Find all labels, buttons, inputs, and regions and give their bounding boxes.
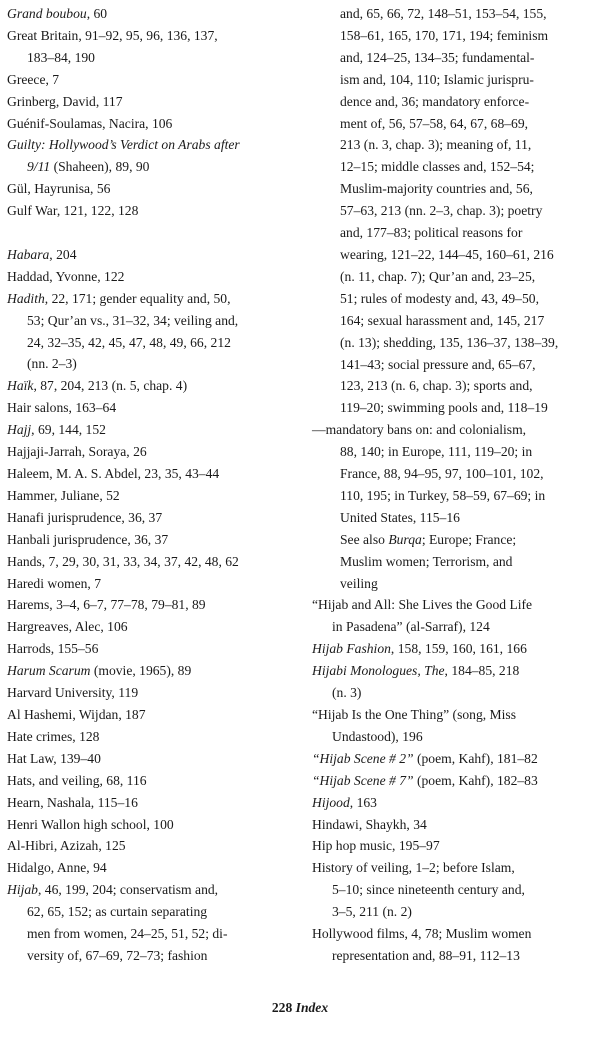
- index-entry: [7, 879, 290, 967]
- entry-text: (Shaheen), 89, 90: [50, 159, 150, 175]
- entry-text: Hats, and veiling, 68, 116: [7, 772, 147, 788]
- index-entry: [7, 682, 290, 704]
- entry-text: 51; rules of modesty and, 43, 49–50,: [340, 290, 539, 306]
- entry-text: (poem, Kahf), 181–82: [413, 750, 538, 766]
- entry-text: Haddad, Yvonne, 122: [7, 268, 125, 284]
- entry-text: Al Hashemi, Wijdan, 187: [7, 706, 146, 722]
- entry-text: Hajj: [7, 422, 32, 438]
- entry-text: Haïk: [7, 378, 34, 394]
- entry-text: Hanbali jurisprudence, 36, 37: [7, 531, 169, 547]
- entry-text: ism and, 104, 110; Islamic jurispru-: [340, 71, 534, 87]
- index-entry: [7, 419, 290, 441]
- index-entry: [7, 573, 290, 595]
- entry-text: ment of, 56, 57–58, 64, 67, 68–69,: [340, 115, 529, 131]
- entry-text: 53; Qur’an vs., 31–32, 34; veiling and,: [27, 312, 239, 328]
- index-column-left: [7, 3, 290, 967]
- entry-text: representation and, 88–91, 112–13: [332, 947, 520, 963]
- entry-text: 62, 65, 152; as curtain separating: [27, 904, 208, 920]
- index-entry: [7, 660, 290, 682]
- entry-text: , 184–85, 218: [444, 663, 520, 679]
- index-entry: [7, 3, 290, 25]
- index-entry: [312, 529, 600, 595]
- index-entry: [312, 792, 600, 814]
- index-column-right: [312, 3, 600, 967]
- page-footer: [0, 1000, 600, 1016]
- index-entry: [312, 419, 600, 529]
- entry-text: Hijood: [312, 794, 350, 810]
- index-entry: [7, 200, 290, 222]
- index-entry: [7, 551, 290, 573]
- entry-text: (n. 11, chap. 7); Qur’an and, 23–25,: [340, 268, 536, 284]
- entry-text: Gulf War, 121, 122, 128: [7, 203, 139, 219]
- entry-text: Gül, Hayrunisa, 56: [7, 181, 111, 197]
- index-entry: [7, 69, 290, 91]
- index-entry: [312, 704, 600, 748]
- entry-text: and, 65, 66, 72, 148–51, 153–54, 155,: [340, 6, 547, 21]
- entry-text: Hammer, Juliane, 52: [7, 487, 120, 503]
- entry-text: 110, 195; in Turkey, 58–59, 67–69; in: [340, 487, 546, 503]
- entry-text: in Pasadena” (al-Sarraf), 124: [332, 619, 490, 635]
- entry-text: ; Europe; France;: [421, 531, 517, 547]
- entry-text: History of veiling, 1–2; before Islam,: [312, 860, 515, 876]
- entry-text: men from women, 24–25, 51, 52; di-: [27, 926, 228, 942]
- entry-text: veiling: [340, 575, 378, 591]
- entry-text: Al-Hibri, Azizah, 125: [7, 838, 126, 854]
- entry-text: , 69, 144, 152: [31, 422, 106, 438]
- index-entry: [7, 134, 290, 178]
- index-entry: [7, 704, 290, 726]
- entry-text: “Hijab Scene # 7”: [312, 772, 414, 788]
- entry-text: Harum Scarum: [7, 663, 91, 679]
- index-entry: [7, 529, 290, 551]
- entry-continuation: [332, 616, 600, 638]
- entry-text: Harems, 3–4, 6–7, 77–78, 79–81, 89: [7, 597, 206, 613]
- entry-continuation: [340, 441, 600, 529]
- entry-text: Hajjaji-Jarrah, Soraya, 26: [7, 444, 147, 460]
- entry-continuation: [27, 310, 290, 376]
- index-entry: [7, 288, 290, 376]
- index-entry: [7, 792, 290, 814]
- entry-text: 12–15; middle classes and, 152–54;: [340, 159, 535, 175]
- entry-text: Hijabi Monologues, The: [312, 663, 445, 679]
- entry-text: Habara: [7, 246, 50, 262]
- index-entry: [7, 616, 290, 638]
- index-entry: [312, 660, 600, 704]
- index-entry: [7, 266, 290, 288]
- index-entry: [7, 485, 290, 507]
- entry-text: and, 177–83; political reasons for: [340, 225, 523, 241]
- index-entry: [7, 463, 290, 485]
- entry-continuation: [332, 726, 600, 748]
- index-entry: [7, 397, 290, 419]
- entry-text: wearing, 121–22, 144–45, 160–61, 216: [340, 246, 554, 262]
- entry-text: Burqa: [388, 531, 422, 547]
- entry-text: (n. 13); shedding, 135, 136–37, 138–39,: [340, 334, 559, 350]
- entry-text: Hate crimes, 128: [7, 728, 100, 744]
- entry-text: Great Britain, 91–92, 95, 96, 136, 137,: [7, 27, 218, 43]
- entry-text: 123, 213 (n. 6, chap. 3); sports and,: [340, 378, 533, 394]
- entry-text: Haredi women, 7: [7, 575, 101, 591]
- index-entry: [7, 748, 290, 770]
- index-entry: [7, 91, 290, 113]
- entry-text: See also: [340, 531, 389, 547]
- index-entry: [312, 835, 600, 857]
- entry-text: (movie, 1965), 89: [90, 663, 192, 679]
- entry-text: Hip hop music, 195–97: [312, 838, 440, 854]
- entry-continuation: [332, 945, 600, 967]
- entry-text: Henri Wallon high school, 100: [7, 816, 174, 832]
- entry-text: Hollywood films, 4, 78; Muslim women: [312, 926, 532, 942]
- entry-text: Hair salons, 163–64: [7, 400, 117, 416]
- entry-text: , 46, 199, 204; conservatism and,: [37, 882, 219, 898]
- index-entry: [7, 375, 290, 397]
- entry-text: 57–63, 213 (nn. 2–3, chap. 3); poetry: [340, 203, 543, 219]
- index-entry: [7, 814, 290, 836]
- entry-continuation: [332, 682, 600, 704]
- entry-text: Grinberg, David, 117: [7, 93, 123, 109]
- entry-text: 183–84, 190: [27, 49, 95, 65]
- index-entry: [312, 814, 600, 836]
- entry-text: Grand boubou: [7, 6, 87, 21]
- entry-text: 24, 32–35, 42, 45, 47, 48, 49, 66, 212: [27, 334, 231, 350]
- index-entry: [312, 638, 600, 660]
- entry-text: , 204: [49, 246, 77, 262]
- index-entry: [7, 441, 290, 463]
- entry-text: Hijab: [7, 882, 38, 898]
- index-entry: [7, 113, 290, 135]
- running-head-label: Index: [295, 1000, 329, 1015]
- entry-text: , 163: [349, 794, 377, 810]
- entry-text: , 22, 171; gender equality and, 50,: [44, 290, 231, 306]
- entry-text: versity of, 67–69, 72–73; fashion: [27, 947, 208, 963]
- entry-text: 5–10; since nineteenth century and,: [332, 882, 525, 898]
- entry-text: 88, 140; in Europe, 111, 119–20; in: [340, 444, 533, 460]
- entry-continuation: [332, 879, 600, 923]
- entry-text: 3–5, 211 (n. 2): [332, 904, 412, 920]
- entry-text: Hargreaves, Alec, 106: [7, 619, 128, 635]
- entry-text: Hijab Fashion: [312, 641, 391, 657]
- index-entry: [7, 507, 290, 529]
- entry-continuation: [27, 901, 290, 967]
- entry-text: , 60: [86, 6, 108, 21]
- index-entry: [7, 770, 290, 792]
- entry-text: 213 (n. 3, chap. 3); meaning of, 11,: [340, 137, 532, 153]
- index-entry: [312, 748, 600, 770]
- index-entry: [7, 835, 290, 857]
- index-entry: [312, 594, 600, 638]
- entry-continuation: [27, 156, 290, 178]
- entry-text: Hindawi, Shaykh, 34: [312, 816, 427, 832]
- entry-text: Muslim women; Terrorism, and: [340, 553, 513, 569]
- entry-text: , 87, 204, 213 (n. 5, chap. 4): [33, 378, 188, 394]
- index-entry: [312, 770, 600, 792]
- entry-text: Undastood), 196: [332, 728, 423, 744]
- entry-text: (poem, Kahf), 182–83: [413, 772, 538, 788]
- index-entry: [7, 594, 290, 616]
- index-entry: [312, 3, 600, 419]
- entry-text: 119–20; swimming pools and, 118–19: [340, 400, 548, 416]
- letter-gap: [7, 222, 290, 244]
- entry-text: 164; sexual harassment and, 145, 217: [340, 312, 545, 328]
- entry-text: Haleem, M. A. S. Abdel, 23, 35, 43–44: [7, 466, 220, 482]
- index-entry: [312, 857, 600, 923]
- index-entry: [7, 25, 290, 69]
- index-entry: [7, 638, 290, 660]
- entry-text: Hearn, Nashala, 115–16: [7, 794, 138, 810]
- entry-text: 158–61, 165, 170, 171, 194; feminism: [340, 27, 549, 43]
- entry-text: Hidalgo, Anne, 94: [7, 860, 107, 876]
- entry-text: Harvard University, 119: [7, 685, 139, 701]
- index-entry: [7, 178, 290, 200]
- entry-text: (n. 3): [332, 685, 362, 701]
- entry-text: “Hijab Scene # 2”: [312, 750, 414, 766]
- entry-text: Hadith: [7, 290, 45, 306]
- index-entry: [7, 857, 290, 879]
- entry-text: United States, 115–16: [340, 509, 460, 525]
- index-entry: [7, 726, 290, 748]
- entry-text: Hands, 7, 29, 30, 31, 33, 34, 37, 42, 48, 62: [7, 553, 239, 569]
- entry-continuation: [27, 47, 290, 69]
- entry-text: , 158, 159, 160, 161, 166: [390, 641, 527, 657]
- entry-text: —mandatory bans on: and colonialism,: [312, 422, 527, 438]
- entry-text: Guilty: Hollywood’s Verdict on Arabs after: [7, 137, 240, 153]
- entry-text: and, 124–25, 134–35; fundamental-: [340, 49, 535, 65]
- entry-text: Muslim-majority countries and, 56,: [340, 181, 533, 197]
- entry-text: Greece, 7: [7, 71, 60, 87]
- entry-text: (nn. 2–3): [27, 356, 77, 372]
- page-number: 228: [271, 1000, 293, 1015]
- index-entry: [7, 244, 290, 266]
- entry-text: dence and, 36; mandatory enforce-: [340, 93, 530, 109]
- entry-text: Harrods, 155–56: [7, 641, 99, 657]
- entry-text: Hanafi jurisprudence, 36, 37: [7, 509, 163, 525]
- index-entry: [312, 923, 600, 967]
- entry-text: 141–43; social pressure and, 65–67,: [340, 356, 536, 372]
- entry-text: Hat Law, 139–40: [7, 750, 101, 766]
- entry-text: 9/11: [27, 159, 51, 175]
- entry-text: “Hijab and All: She Lives the Good Life: [312, 597, 533, 613]
- entry-text: France, 88, 94–95, 97, 100–101, 102,: [340, 466, 544, 482]
- entry-text: Guénif-Soulamas, Nacira, 106: [7, 115, 173, 131]
- entry-text: “Hijab Is the One Thing” (song, Miss: [312, 707, 517, 722]
